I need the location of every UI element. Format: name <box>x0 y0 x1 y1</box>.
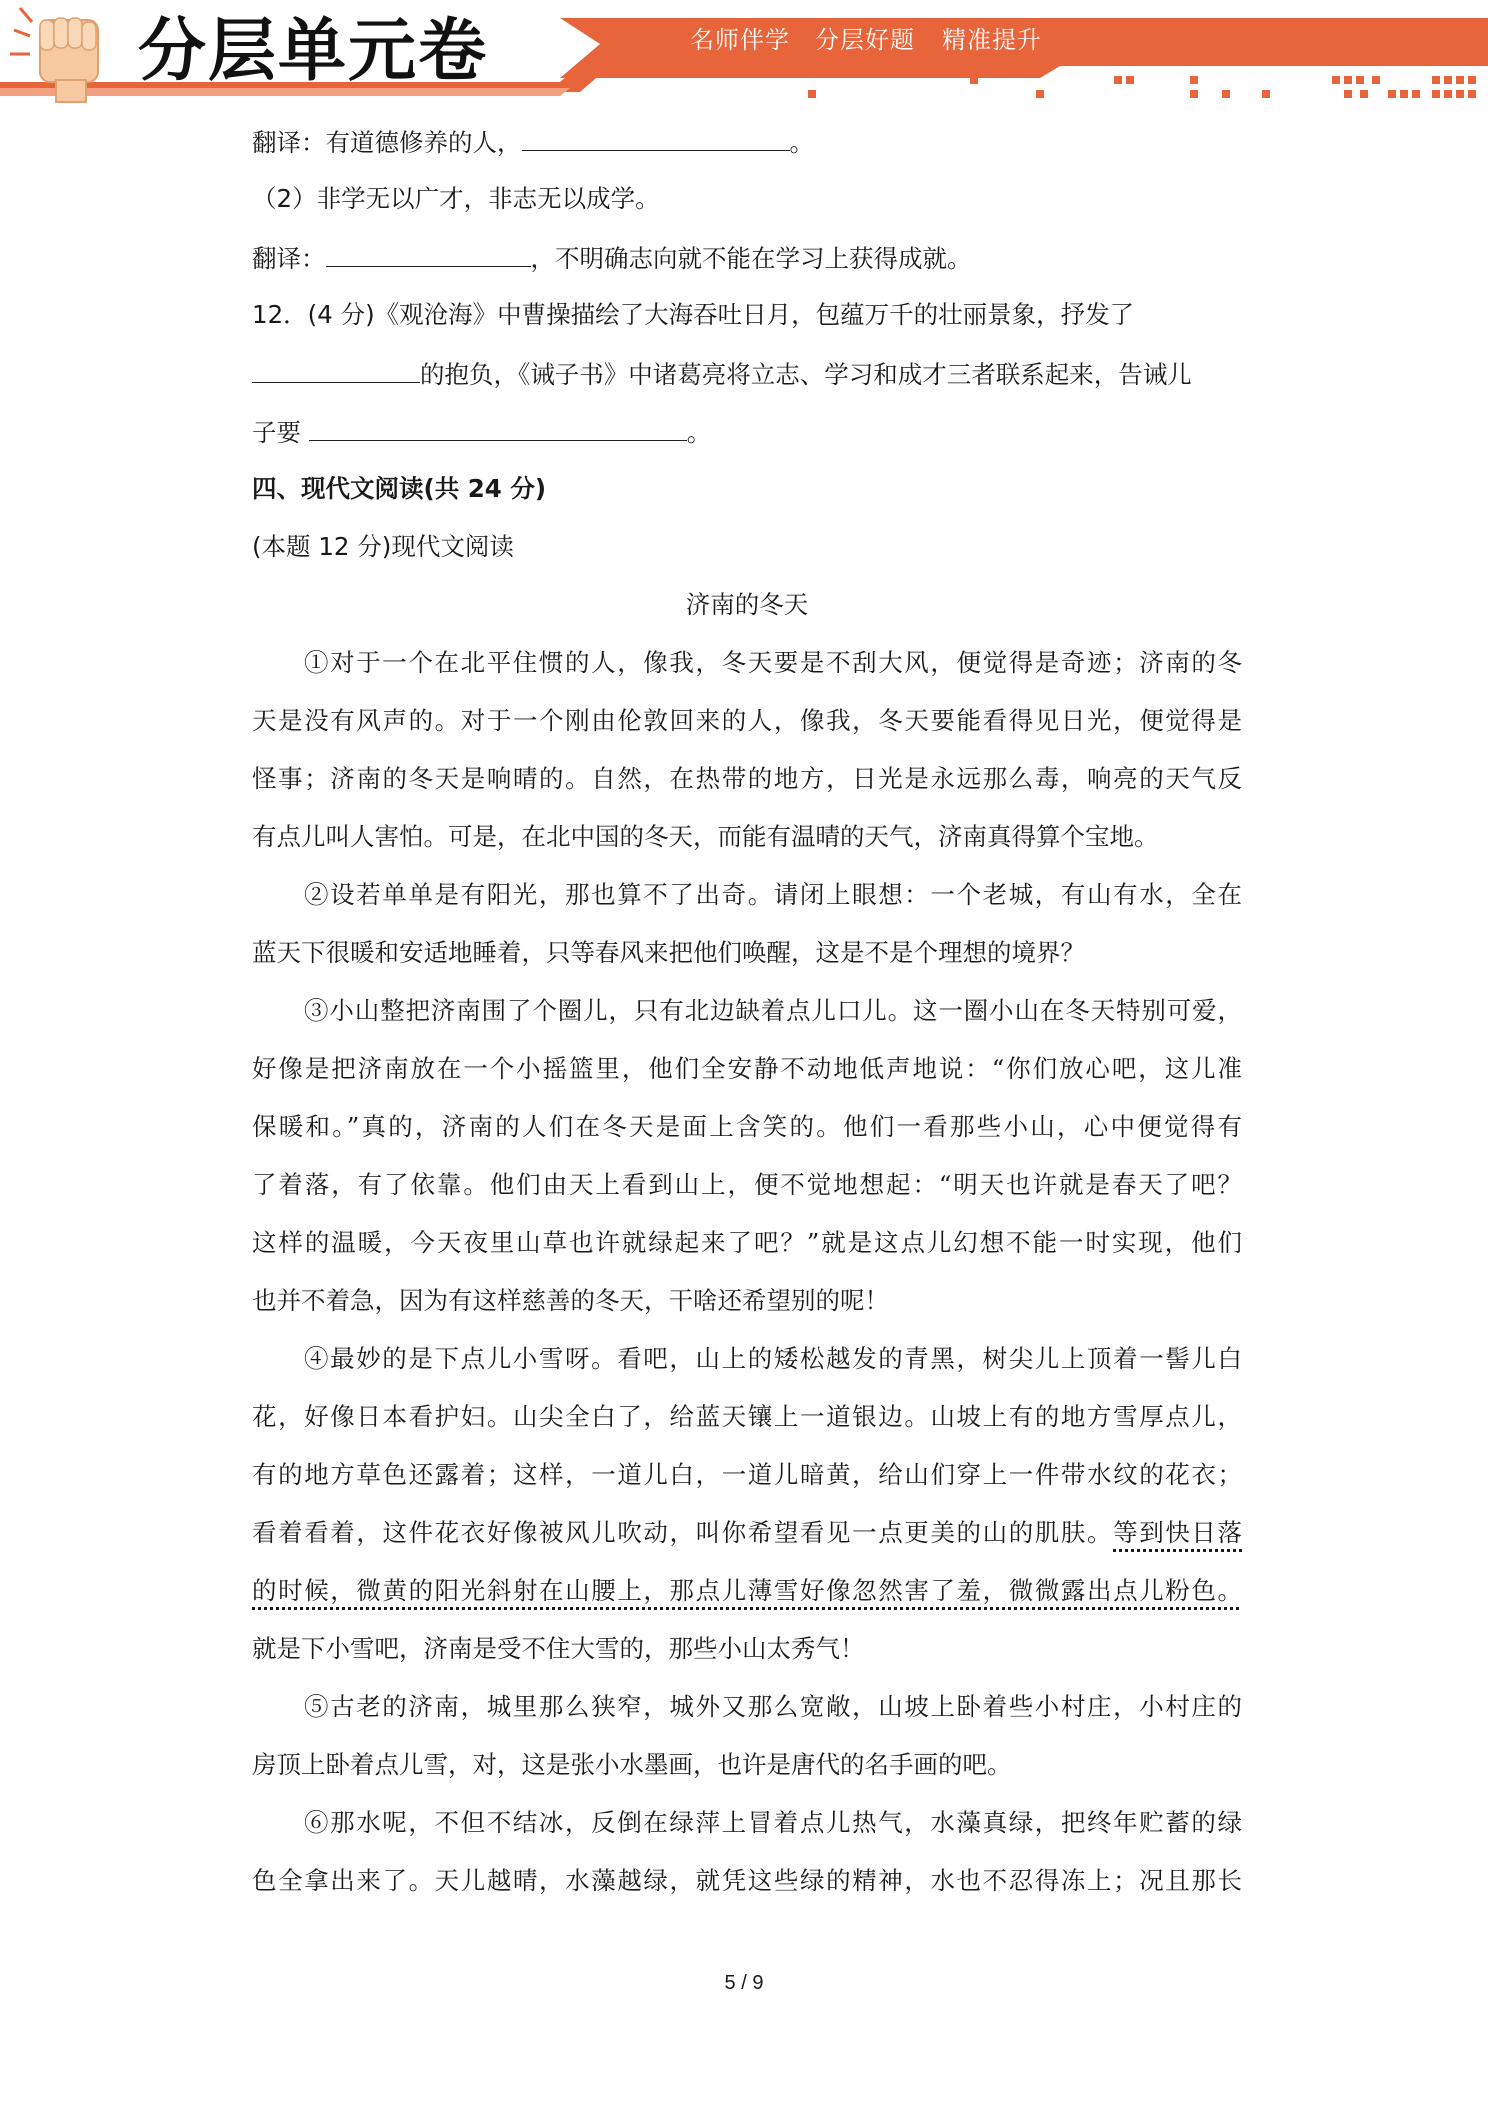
q12-line-2 <box>252 356 1242 392</box>
q11-translation-1-prefix: 翻译：有道德修养的人， <box>252 128 522 157</box>
slogan-3: 精准提升 <box>942 26 1042 54</box>
passage-line: 房顶上卧着点儿雪，对，这是张小水墨画，也许是唐代的名手画的吧。 <box>252 1750 1012 1779</box>
q11-translation-1-suffix: 。 <box>789 128 814 157</box>
passage-line: 了着落，有了依靠。他们由天上看到山上，便不觉地想起：“明天也许就是春天了吧？ <box>252 1170 1242 1199</box>
passage-line: ②设若单单是有阳光，那也算不了出奇。请闭上眼想：一个老城，有山有水，全在 <box>304 880 1242 909</box>
q11-translation-2-suffix: ，不明确志向就不能在学习上获得成就。 <box>530 244 972 273</box>
q11-item-2: （2）非学无以广才，非志无以成学。 <box>252 184 660 213</box>
q12-line-3 <box>252 414 1242 450</box>
passage-line: ④最妙的是下点儿小雪呀。看吧，山上的矮松越发的青黑，树尖儿上顶着一髻儿白 <box>304 1344 1242 1373</box>
answer-blank[interactable] <box>522 124 790 151</box>
passage-line: 有的地方草色还露着；这样，一道儿白，一道儿暗黄，给山们穿上一件带水纹的花衣； <box>252 1460 1242 1489</box>
q12-line-3-prefix: 子要 <box>252 418 301 447</box>
passage-line: 好像是把济南放在一个小摇篮里，他们全安静不动地低声地说：“你们放心吧，这儿准 <box>252 1054 1242 1083</box>
passage-line: 保暖和。”真的，济南的人们在冬天是面上含笑的。他们一看那些小山，心中便觉得有 <box>252 1112 1242 1141</box>
passage-line-emphasized: 的时候，微黄的阳光斜射在山腰上，那点儿薄雪好像忽然害了羞，微微露出点儿粉色。 <box>252 1576 1242 1605</box>
section-intro: (本题 12 分)现代文阅读 <box>252 532 514 561</box>
q12-line-2-suffix: 的抱负，《诫子书》中诸葛亮将立志、学习和成才三者联系起来，告诫儿 <box>420 360 1192 389</box>
passage-line: 天是没有风声的。对于一个刚由伦敦回来的人，像我，冬天要能看得见日光，便觉得是 <box>252 706 1242 735</box>
q12-line-3-suffix: 。 <box>686 418 712 447</box>
passage-line: ⑤古老的济南，城里那么狭窄，城外又那么宽敞，山坡上卧着些小村庄，小村庄的 <box>304 1692 1242 1721</box>
page-header <box>0 0 1488 110</box>
passage-line: 色全拿出来了。天儿越晴，水藻越绿，就凭这些绿的精神，水也不忍得冻上；况且那长 <box>252 1866 1242 1895</box>
brand-title: 分层单元卷 <box>138 12 489 91</box>
passage-line: ③小山整把济南围了个圈儿，只有北边缺着点儿口儿。这一圈小山在冬天特别可爱， <box>304 996 1242 1025</box>
slogan-1: 名师伴学 <box>690 26 790 54</box>
section-heading: 四、现代文阅读(共 24 分) <box>252 474 547 503</box>
passage-line-part: 看着看着，这件花衣好像被风儿吹动，叫你希望看见一点更美的山的肌肤。 <box>252 1518 1114 1547</box>
passage-line: 就是下小雪吧，济南是受不住大雪的，那些小山太秀气！ <box>252 1634 865 1663</box>
passage-line: ⑥那水呢，不但不结冰，反倒在绿萍上冒着点儿热气，水藻真绿，把终年贮蓄的绿 <box>304 1808 1242 1837</box>
decorative-squares <box>808 76 1476 98</box>
answer-blank[interactable] <box>309 414 687 441</box>
answer-blank[interactable] <box>326 240 531 267</box>
passage-line: 怪事；济南的冬天是响晴的。自然，在热带的地方，日光是永远那么毒，响亮的天气反 <box>252 764 1242 793</box>
passage-line: 有点儿叫人害怕。可是，在北中国的冬天，而能有温晴的天气，济南真得算个宝地。 <box>252 822 1159 851</box>
passage-line: 这样的温暖，今天夜里山草也许就绿起来了吧？”就是这点儿幻想不能一时实现，他们 <box>252 1228 1242 1257</box>
passage-line: ①对于一个在北平住惯的人，像我，冬天要是不刮大风，便觉得是奇迹；济南的冬 <box>304 648 1242 677</box>
passage-line: 蓝天下很暖和安适地睡着，只等春风来把他们唤醒，这是不是个理想的境界？ <box>252 938 1085 967</box>
page-number: 5 / 9 <box>724 1972 764 1994</box>
q11-translation-2-prefix: 翻译： <box>252 244 326 273</box>
q11-translation-2 <box>252 240 1242 276</box>
q11-translation-1 <box>252 124 1242 160</box>
passage-line: 也并不着急，因为有这样慈善的冬天，干啥还希望别的呢！ <box>252 1286 889 1315</box>
emphasized-text: 等到快日落 <box>1113 1518 1243 1547</box>
passage-title: 济南的冬天 <box>685 590 809 619</box>
slogan-2: 分层好题 <box>815 26 915 54</box>
passage-line: 花，好像日本看护妇。山尖全白了，给蓝天镶上一道银边。山坡上有的地方雪厚点儿， <box>252 1402 1242 1431</box>
q12-line-1: 12．(4 分)《观沧海》中曹操描绘了大海吞吐日月，包蕴万千的壮丽景象，抒发了 <box>252 300 1135 329</box>
passage-line <box>252 1516 1242 1550</box>
answer-blank[interactable] <box>252 356 420 383</box>
